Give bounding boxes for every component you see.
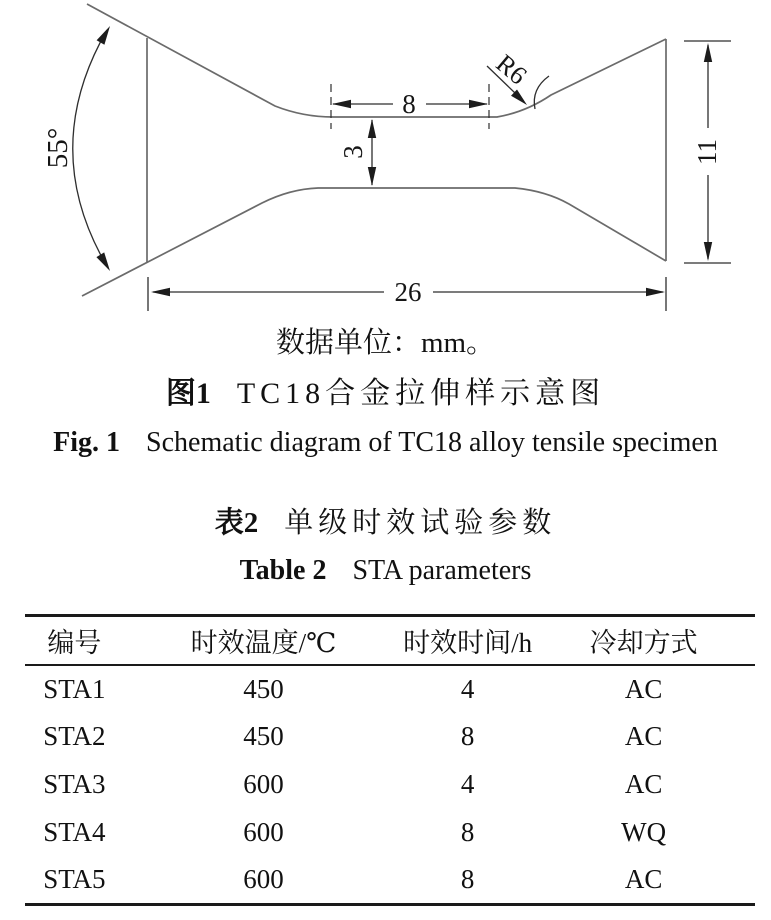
table-caption-en bbox=[0, 554, 771, 588]
column-header-time: 时效时间/h bbox=[403, 627, 533, 658]
angle-arrow-top bbox=[97, 26, 110, 45]
cell-cooling: AC bbox=[624, 864, 663, 895]
cell-temperature: 600 bbox=[243, 864, 284, 895]
length-arrow-right bbox=[646, 288, 665, 297]
cell-id: STA4 bbox=[43, 817, 106, 847]
table-number-en: Table 2 bbox=[239, 555, 327, 586]
cell-id: STA2 bbox=[43, 721, 106, 751]
figure-caption-en bbox=[0, 426, 771, 460]
cell-time: 4 bbox=[460, 769, 475, 799]
figure-number-en: Fig. 1 bbox=[53, 427, 121, 458]
figure-caption-zh-text: TC18合金拉伸样示意图 bbox=[236, 377, 606, 410]
thickness-arrow-bottom bbox=[368, 167, 376, 186]
table-caption-zh-text: 单级时效试验参数 bbox=[284, 507, 557, 539]
table-caption-en-text: STA parameters bbox=[352, 555, 532, 586]
figure-caption-en-text: Schematic diagram of TC18 alloy tensile specimen bbox=[146, 427, 718, 458]
gauge-arrow-right bbox=[469, 100, 488, 109]
angle-label: 55° bbox=[42, 127, 74, 169]
cell-cooling: AC bbox=[624, 721, 663, 751]
table-caption-zh bbox=[0, 506, 771, 540]
length-arrow-left bbox=[151, 288, 170, 297]
specimen-top-profile bbox=[87, 4, 666, 117]
cell-temperature: 600 bbox=[243, 817, 284, 847]
table-row bbox=[25, 857, 755, 905]
table-row bbox=[25, 761, 755, 809]
table-row bbox=[25, 809, 755, 857]
table-row bbox=[25, 665, 755, 713]
specimen-bottom-profile bbox=[82, 188, 666, 296]
cell-time: 4 bbox=[460, 673, 475, 704]
sta-parameters-table bbox=[25, 614, 755, 906]
grip-width-label: 11 bbox=[692, 139, 722, 165]
column-header-cooling: 冷却方式 bbox=[589, 627, 698, 658]
cell-time: 8 bbox=[460, 864, 475, 895]
thickness-label: 3 bbox=[338, 145, 368, 159]
column-header-temperature: 时效温度/℃ bbox=[190, 627, 337, 658]
fillet-radius-label: R6 bbox=[490, 48, 533, 91]
cell-temperature: 450 bbox=[243, 721, 284, 751]
cell-id: STA5 bbox=[43, 864, 106, 895]
cell-cooling: AC bbox=[624, 769, 663, 799]
cell-temperature: 600 bbox=[243, 769, 284, 799]
cell-temperature: 450 bbox=[243, 673, 284, 704]
table-row bbox=[25, 713, 755, 761]
cell-cooling: AC bbox=[624, 673, 663, 704]
cell-time: 8 bbox=[460, 817, 475, 847]
column-header-id: 编号 bbox=[47, 627, 102, 658]
figure-unit-note: 数据单位：mm。 bbox=[275, 327, 496, 359]
width-arrow-top bbox=[704, 43, 712, 62]
cell-id: STA1 bbox=[43, 673, 106, 704]
cell-id: STA3 bbox=[43, 769, 106, 799]
tensile-specimen-diagram bbox=[0, 0, 771, 318]
figure-number-zh: 图1 bbox=[165, 377, 211, 410]
gauge-arrow-left bbox=[332, 100, 351, 109]
angle-arrow-bottom bbox=[96, 252, 110, 271]
cell-cooling: WQ bbox=[621, 817, 667, 847]
cell-time: 8 bbox=[460, 721, 475, 751]
table-number-zh: 表2 bbox=[214, 507, 259, 539]
thickness-arrow-top bbox=[368, 119, 376, 138]
gauge-length-label: 8 bbox=[402, 89, 416, 119]
table-header-row bbox=[25, 616, 755, 665]
angle-arc bbox=[73, 30, 108, 268]
figure-caption-zh bbox=[0, 376, 771, 412]
width-arrow-bottom bbox=[704, 242, 712, 261]
total-length-label: 26 bbox=[394, 277, 422, 307]
